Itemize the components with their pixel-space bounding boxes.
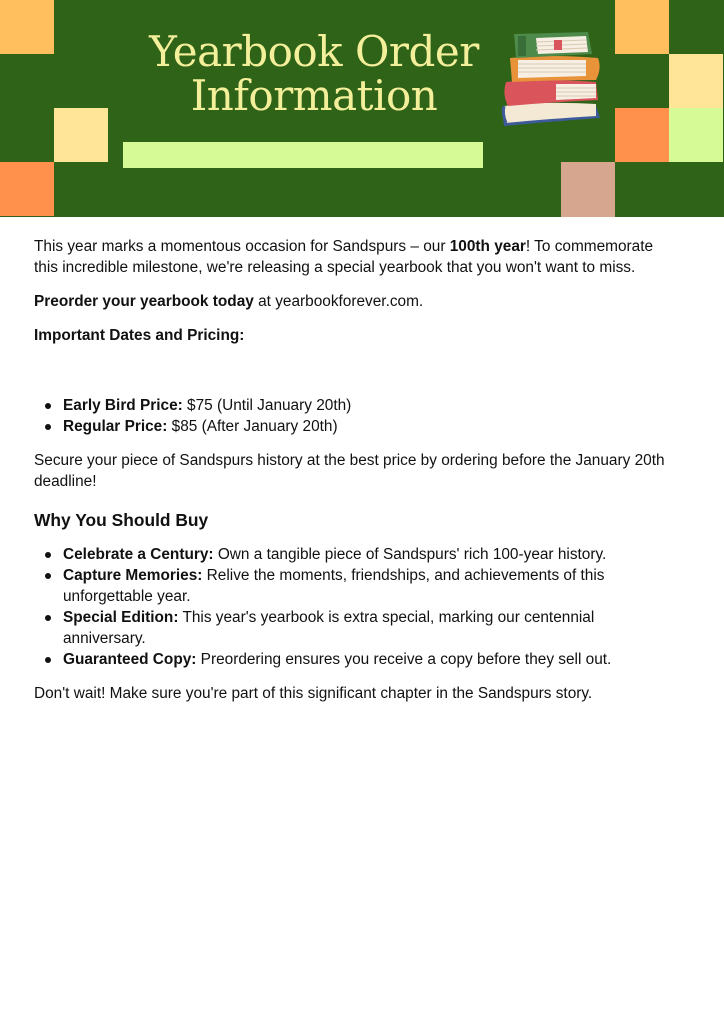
secure-paragraph: Secure your piece of Sandspurs history at the best price by ordering before the January 20th deadline! — [34, 452, 665, 490]
decor-square — [669, 108, 723, 162]
list-item: Special Edition: This year's yearbook is extra special, marking our centennial anniversary. — [34, 607, 674, 649]
reasons-list — [34, 544, 674, 670]
decor-square — [561, 162, 615, 217]
decor-square — [615, 108, 669, 162]
stack-of-books-icon — [496, 26, 608, 132]
decor-square — [0, 0, 54, 54]
title-line-2: Information — [190, 71, 438, 120]
closing-paragraph: Don't wait! Make sure you're part of this significant chapter in the Sandspurs story. — [34, 685, 593, 702]
preorder-paragraph: Preorder your yearbook today at yearbookforever.com. — [34, 293, 424, 310]
decor-square — [669, 54, 723, 108]
header-banner — [0, 0, 724, 217]
decor-square — [615, 0, 669, 54]
decor-square — [0, 162, 54, 216]
list-item: Early Bird Price: $75 (Until January 20th) — [34, 395, 674, 416]
price-list — [34, 395, 674, 437]
title-underline-bar — [123, 142, 483, 168]
section-heading: Why You Should Buy — [34, 510, 209, 530]
page-title — [110, 27, 518, 120]
list-item: Capture Memories: Relive the moments, friendships, and achievements of this unforgettable year. — [34, 565, 674, 607]
dates-heading: Important Dates and Pricing: — [34, 327, 245, 344]
title-line-1: Yearbook Order — [149, 27, 479, 76]
intro-paragraph: This year marks a momentous occasion for Sandspurs – our 100th year! To commemorate this incredible milestone, we're releasing a special yearbook that you won't want to miss. — [34, 238, 654, 276]
document-body — [34, 236, 674, 704]
decor-square — [54, 108, 108, 162]
list-item: Guaranteed Copy: Preordering ensures you receive a copy before they sell out. — [34, 649, 674, 670]
list-item: Regular Price: $85 (After January 20th) — [34, 416, 674, 437]
list-item: Celebrate a Century: Own a tangible piece of Sandspurs' rich 100-year history. — [34, 544, 674, 565]
